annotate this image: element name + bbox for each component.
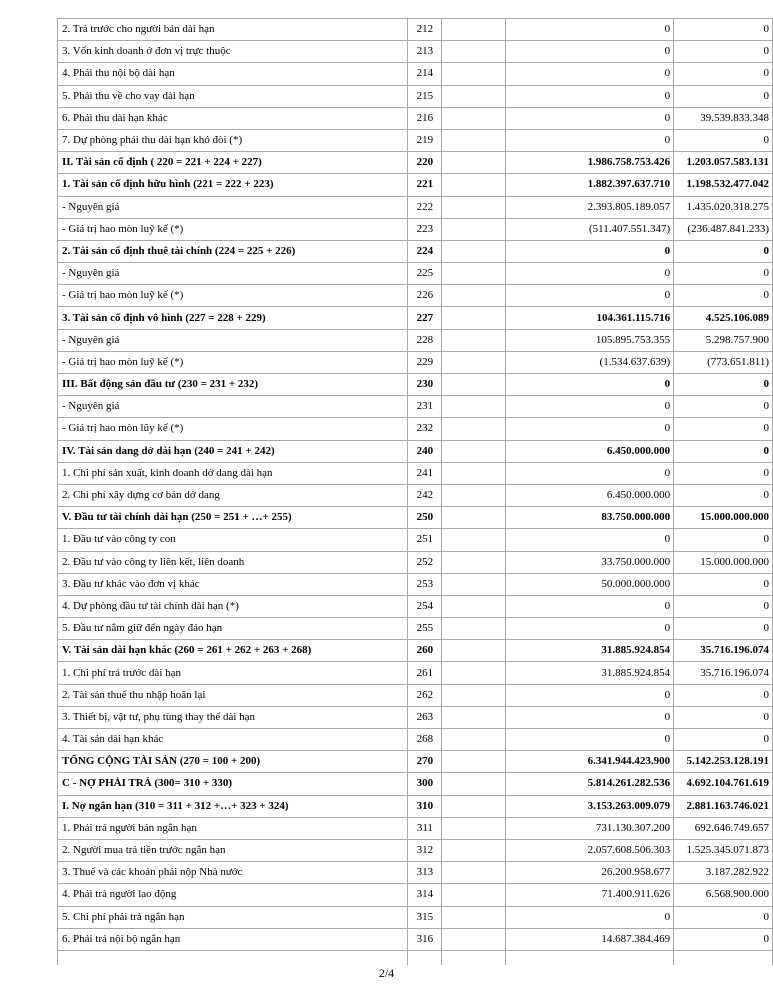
previous-period-cell: 0 xyxy=(674,906,773,928)
item-name-cell: 3. Đầu tư khác vào đơn vị khác xyxy=(58,573,408,595)
item-name-cell: I. Nợ ngắn hạn (310 = 311 + 312 +…+ 323 + 324) xyxy=(58,795,408,817)
current-period-cell: 50.000.000.000 xyxy=(506,573,674,595)
previous-period-cell: 0 xyxy=(674,729,773,751)
previous-period-cell: 5.298.757.900 xyxy=(674,329,773,351)
current-period-cell: 33.750.000.000 xyxy=(506,551,674,573)
table-row xyxy=(58,329,773,351)
item-name-cell: 3. Vốn kinh doanh ở đơn vị trực thuộc xyxy=(58,41,408,63)
item-note-cell xyxy=(442,351,506,373)
item-name-cell: - Nguyên giá xyxy=(58,329,408,351)
item-note-cell xyxy=(442,374,506,396)
page-number: 2/4 xyxy=(378,966,395,980)
previous-period-cell: 1.435.020.318.275 xyxy=(674,196,773,218)
table-row xyxy=(58,618,773,640)
previous-period-cell: 0 xyxy=(674,129,773,151)
current-period-cell: 83.750.000.000 xyxy=(506,507,674,529)
table-row xyxy=(58,196,773,218)
previous-period-cell xyxy=(674,950,773,965)
item-note-cell xyxy=(442,152,506,174)
item-name-cell: 7. Dự phòng phải thu dài hạn khó đòi (*) xyxy=(58,129,408,151)
item-code-cell: 311 xyxy=(408,817,442,839)
table-row xyxy=(58,706,773,728)
item-name-cell: IV. Tài sản dang dở dài hạn (240 = 241 + 242) xyxy=(58,440,408,462)
blank-table-row xyxy=(58,950,773,965)
previous-period-cell: 0 xyxy=(674,418,773,440)
table-row xyxy=(58,684,773,706)
item-code-cell: 216 xyxy=(408,107,442,129)
previous-period-cell: 0 xyxy=(674,63,773,85)
item-code-cell: 231 xyxy=(408,396,442,418)
table-row xyxy=(58,484,773,506)
previous-period-cell: 0 xyxy=(674,529,773,551)
current-period-cell: 0 xyxy=(506,129,674,151)
table-row xyxy=(58,551,773,573)
table-row xyxy=(58,107,773,129)
table-row xyxy=(58,573,773,595)
table-row xyxy=(58,529,773,551)
previous-period-cell: 5.142.253.128.191 xyxy=(674,751,773,773)
previous-period-cell: 2.881.163.746.021 xyxy=(674,795,773,817)
previous-period-cell: 35.716.196.074 xyxy=(674,640,773,662)
item-name-cell: III. Bất động sản đầu tư (230 = 231 + 232) xyxy=(58,374,408,396)
previous-period-cell: 1.525.345.071.873 xyxy=(674,839,773,861)
table-row xyxy=(58,129,773,151)
current-period-cell: 0 xyxy=(506,706,674,728)
current-period-cell: 104.361.115.716 xyxy=(506,307,674,329)
table-row xyxy=(58,351,773,373)
current-period-cell: 3.153.263.009.079 xyxy=(506,795,674,817)
item-note-cell xyxy=(442,218,506,240)
previous-period-cell: 0 xyxy=(674,285,773,307)
current-period-cell: 731.130.307.200 xyxy=(506,817,674,839)
item-code-cell: 219 xyxy=(408,129,442,151)
table-row xyxy=(58,218,773,240)
item-note-cell xyxy=(442,950,506,965)
current-period-cell: 0 xyxy=(506,462,674,484)
item-code-cell: 315 xyxy=(408,906,442,928)
item-code-cell: 252 xyxy=(408,551,442,573)
item-name-cell: - Nguyên giá xyxy=(58,196,408,218)
current-period-cell: 0 xyxy=(506,240,674,262)
previous-period-cell: 0 xyxy=(674,263,773,285)
current-period-cell: 2.057.608.506.303 xyxy=(506,839,674,861)
item-code-cell: 260 xyxy=(408,640,442,662)
item-code-cell: 251 xyxy=(408,529,442,551)
item-note-cell xyxy=(442,906,506,928)
previous-period-cell: 0 xyxy=(674,440,773,462)
item-code-cell: 230 xyxy=(408,374,442,396)
previous-period-cell: 15.000.000.000 xyxy=(674,551,773,573)
previous-period-cell: 692.646.749.657 xyxy=(674,817,773,839)
current-period-cell: 0 xyxy=(506,85,674,107)
item-name-cell: 2. Người mua trả tiền trước ngắn hạn xyxy=(58,839,408,861)
previous-period-cell: 0 xyxy=(674,374,773,396)
item-code-cell: 212 xyxy=(408,19,442,41)
item-note-cell xyxy=(442,640,506,662)
item-note-cell xyxy=(442,174,506,196)
current-period-cell: 0 xyxy=(506,396,674,418)
item-name-cell: 3. Tài sản cố định vô hình (227 = 228 + 229) xyxy=(58,307,408,329)
table-row xyxy=(58,640,773,662)
item-code-cell: 314 xyxy=(408,884,442,906)
previous-period-cell: (236.487.841.233) xyxy=(674,218,773,240)
item-note-cell xyxy=(442,795,506,817)
table-row xyxy=(58,240,773,262)
item-note-cell xyxy=(442,529,506,551)
item-note-cell xyxy=(442,285,506,307)
table-row xyxy=(58,928,773,950)
item-code-cell: 261 xyxy=(408,662,442,684)
item-note-cell xyxy=(442,884,506,906)
item-name-cell: 2. Tài sản thuế thu nhập hoãn lại xyxy=(58,684,408,706)
item-note-cell xyxy=(442,773,506,795)
previous-period-cell: 39.539.833.348 xyxy=(674,107,773,129)
current-period-cell: 0 xyxy=(506,529,674,551)
item-note-cell xyxy=(442,662,506,684)
item-name-cell: 5. Chi phí phải trả ngắn hạn xyxy=(58,906,408,928)
table-row xyxy=(58,884,773,906)
item-code-cell: 313 xyxy=(408,862,442,884)
previous-period-cell: 35.716.196.074 xyxy=(674,662,773,684)
table-row xyxy=(58,152,773,174)
current-period-cell: 0 xyxy=(506,107,674,129)
item-name-cell: - Giá trị hao mòn luỹ kế (*) xyxy=(58,218,408,240)
previous-period-cell: 0 xyxy=(674,928,773,950)
item-code-cell: 300 xyxy=(408,773,442,795)
table-row xyxy=(58,63,773,85)
item-name-cell: TỔNG CỘNG TÀI SẢN (270 = 100 + 200) xyxy=(58,751,408,773)
current-period-cell: 0 xyxy=(506,618,674,640)
table-row xyxy=(58,906,773,928)
item-name-cell: - Giá trị hao mòn luỹ kế (*) xyxy=(58,351,408,373)
item-name-cell: 1. Tài sản cố định hữu hình (221 = 222 + 223) xyxy=(58,174,408,196)
item-name-cell: 4. Phải trả người lao động xyxy=(58,884,408,906)
current-period-cell xyxy=(506,950,674,965)
table-row xyxy=(58,751,773,773)
item-code-cell: 310 xyxy=(408,795,442,817)
item-note-cell xyxy=(442,418,506,440)
item-note-cell xyxy=(442,63,506,85)
table-row xyxy=(58,595,773,617)
item-code-cell: 255 xyxy=(408,618,442,640)
item-note-cell xyxy=(442,573,506,595)
table-row xyxy=(58,507,773,529)
current-period-cell: 105.895.753.355 xyxy=(506,329,674,351)
item-code-cell: 213 xyxy=(408,41,442,63)
current-period-cell: 6.341.944.423.900 xyxy=(506,751,674,773)
current-period-cell: 0 xyxy=(506,374,674,396)
table-row xyxy=(58,307,773,329)
item-name-cell: - Giá trị hao mòn lũy kế (*) xyxy=(58,418,408,440)
item-name-cell: 2. Chi phí xây dựng cơ bản dở dang xyxy=(58,484,408,506)
item-name-cell: V. Tài sản dài hạn khác (260 = 261 + 262 + 263 + 268) xyxy=(58,640,408,662)
item-name-cell: C - NỢ PHẢI TRẢ (300= 310 + 330) xyxy=(58,773,408,795)
item-code-cell: 215 xyxy=(408,85,442,107)
item-note-cell xyxy=(442,928,506,950)
item-note-cell xyxy=(442,307,506,329)
previous-period-cell: 4.525.106.089 xyxy=(674,307,773,329)
current-period-cell: 0 xyxy=(506,63,674,85)
current-period-cell: 0 xyxy=(506,263,674,285)
item-code-cell: 224 xyxy=(408,240,442,262)
table-row xyxy=(58,41,773,63)
previous-period-cell: 0 xyxy=(674,618,773,640)
current-period-cell: 0 xyxy=(506,418,674,440)
item-note-cell xyxy=(442,440,506,462)
item-note-cell xyxy=(442,19,506,41)
item-note-cell xyxy=(442,462,506,484)
item-code-cell: 214 xyxy=(408,63,442,85)
item-code-cell: 270 xyxy=(408,751,442,773)
previous-period-cell: 0 xyxy=(674,595,773,617)
previous-period-cell: 0 xyxy=(674,41,773,63)
item-note-cell xyxy=(442,263,506,285)
current-period-cell: 0 xyxy=(506,19,674,41)
item-name-cell xyxy=(58,950,408,965)
previous-period-cell: 0 xyxy=(674,240,773,262)
item-note-cell xyxy=(442,484,506,506)
item-name-cell: 2. Tài sản cố định thuê tài chính (224 = 225 + 226) xyxy=(58,240,408,262)
item-name-cell: II. Tài sản cố định ( 220 = 221 + 224 + 227) xyxy=(58,152,408,174)
item-name-cell: - Nguyên giá xyxy=(58,396,408,418)
item-code-cell: 262 xyxy=(408,684,442,706)
previous-period-cell: 4.692.104.761.619 xyxy=(674,773,773,795)
item-code-cell xyxy=(408,950,442,965)
item-code-cell: 250 xyxy=(408,507,442,529)
current-period-cell: 71.400.911.626 xyxy=(506,884,674,906)
item-name-cell: V. Đầu tư tài chính dài hạn (250 = 251 + …+ 255) xyxy=(58,507,408,529)
previous-period-cell: 1.198.532.477.042 xyxy=(674,174,773,196)
previous-period-cell: 0 xyxy=(674,684,773,706)
previous-period-cell: 0 xyxy=(674,19,773,41)
item-code-cell: 225 xyxy=(408,263,442,285)
previous-period-cell: 0 xyxy=(674,573,773,595)
item-note-cell xyxy=(442,595,506,617)
previous-period-cell: 15.000.000.000 xyxy=(674,507,773,529)
table-row xyxy=(58,374,773,396)
item-note-cell xyxy=(442,41,506,63)
table-row xyxy=(58,285,773,307)
item-code-cell: 263 xyxy=(408,706,442,728)
item-code-cell: 220 xyxy=(408,152,442,174)
previous-period-cell: 0 xyxy=(674,85,773,107)
item-name-cell: 3. Thiết bị, vật tư, phụ tùng thay thế dài hạn xyxy=(58,706,408,728)
item-code-cell: 228 xyxy=(408,329,442,351)
table-row xyxy=(58,396,773,418)
item-name-cell: 1. Đầu tư vào công ty con xyxy=(58,529,408,551)
current-period-cell: 6.450.000.000 xyxy=(506,440,674,462)
item-name-cell: 1. Chi phí sản xuất, kinh doanh dở dang dài hạn xyxy=(58,462,408,484)
table-row xyxy=(58,795,773,817)
item-code-cell: 240 xyxy=(408,440,442,462)
item-note-cell xyxy=(442,706,506,728)
table-row xyxy=(58,174,773,196)
item-note-cell xyxy=(442,396,506,418)
table-row xyxy=(58,817,773,839)
item-note-cell xyxy=(442,107,506,129)
item-code-cell: 227 xyxy=(408,307,442,329)
item-code-cell: 253 xyxy=(408,573,442,595)
item-name-cell: 1. Chi phí trả trước dài hạn xyxy=(58,662,408,684)
item-code-cell: 221 xyxy=(408,174,442,196)
table-row xyxy=(58,462,773,484)
balance-sheet-body xyxy=(58,19,773,965)
item-code-cell: 312 xyxy=(408,839,442,861)
item-name-cell: 1. Phải trả người bán ngắn hạn xyxy=(58,817,408,839)
item-note-cell xyxy=(442,129,506,151)
table-row xyxy=(58,729,773,751)
item-name-cell: 2. Đầu tư vào công ty liên kết, liên doanh xyxy=(58,551,408,573)
item-name-cell: 4. Tài sản dài hạn khác xyxy=(58,729,408,751)
table-row xyxy=(58,862,773,884)
item-note-cell xyxy=(442,684,506,706)
item-note-cell xyxy=(442,618,506,640)
table-row xyxy=(58,440,773,462)
table-row xyxy=(58,839,773,861)
table-row xyxy=(58,263,773,285)
item-name-cell: 6. Phải trả nội bộ ngắn hạn xyxy=(58,928,408,950)
item-note-cell xyxy=(442,507,506,529)
item-code-cell: 242 xyxy=(408,484,442,506)
item-code-cell: 254 xyxy=(408,595,442,617)
item-name-cell: 3. Thuế và các khoản phải nộp Nhà nước xyxy=(58,862,408,884)
item-code-cell: 222 xyxy=(408,196,442,218)
item-name-cell: 5. Đầu tư nắm giữ đến ngày đáo hạn xyxy=(58,618,408,640)
table-row xyxy=(58,19,773,41)
current-period-cell: (511.407.551.347) xyxy=(506,218,674,240)
current-period-cell: 6.450.000.000 xyxy=(506,484,674,506)
item-note-cell xyxy=(442,85,506,107)
previous-period-cell: 0 xyxy=(674,462,773,484)
current-period-cell: 2.393.805.189.057 xyxy=(506,196,674,218)
item-note-cell xyxy=(442,817,506,839)
item-note-cell xyxy=(442,862,506,884)
current-period-cell: (1.534.637.639) xyxy=(506,351,674,373)
current-period-cell: 1.986.758.753.426 xyxy=(506,152,674,174)
item-note-cell xyxy=(442,329,506,351)
current-period-cell: 5.814.261.282.536 xyxy=(506,773,674,795)
item-note-cell xyxy=(442,729,506,751)
item-name-cell: 2. Trả trước cho người bán dài hạn xyxy=(58,19,408,41)
table-row xyxy=(58,418,773,440)
current-period-cell: 31.885.924.854 xyxy=(506,640,674,662)
current-period-cell: 0 xyxy=(506,285,674,307)
balance-sheet-table xyxy=(57,18,773,965)
current-period-cell: 0 xyxy=(506,684,674,706)
current-period-cell: 0 xyxy=(506,906,674,928)
current-period-cell: 1.882.397.637.710 xyxy=(506,174,674,196)
table-row xyxy=(58,85,773,107)
current-period-cell: 0 xyxy=(506,729,674,751)
previous-period-cell: 1.203.057.583.131 xyxy=(674,152,773,174)
item-name-cell: 6. Phải thu dài hạn khác xyxy=(58,107,408,129)
item-note-cell xyxy=(442,196,506,218)
item-code-cell: 232 xyxy=(408,418,442,440)
table-row xyxy=(58,773,773,795)
item-code-cell: 226 xyxy=(408,285,442,307)
current-period-cell: 14.687.384.469 xyxy=(506,928,674,950)
item-note-cell xyxy=(442,751,506,773)
previous-period-cell: 3.187.282.922 xyxy=(674,862,773,884)
item-note-cell xyxy=(442,240,506,262)
current-period-cell: 31.885.924.854 xyxy=(506,662,674,684)
item-name-cell: 4. Dự phòng đầu tư tài chính dài hạn (*) xyxy=(58,595,408,617)
previous-period-cell: 0 xyxy=(674,484,773,506)
table-row xyxy=(58,662,773,684)
item-name-cell: - Nguyên giá xyxy=(58,263,408,285)
current-period-cell: 26.200.958.677 xyxy=(506,862,674,884)
previous-period-cell: 6.568.900.000 xyxy=(674,884,773,906)
item-note-cell xyxy=(442,551,506,573)
item-code-cell: 223 xyxy=(408,218,442,240)
item-name-cell: - Giá trị hao mòn luỹ kế (*) xyxy=(58,285,408,307)
item-code-cell: 241 xyxy=(408,462,442,484)
previous-period-cell: (773.651.811) xyxy=(674,351,773,373)
current-period-cell: 0 xyxy=(506,41,674,63)
item-name-cell: 4. Phải thu nội bộ dài hạn xyxy=(58,63,408,85)
previous-period-cell: 0 xyxy=(674,706,773,728)
current-period-cell: 0 xyxy=(506,595,674,617)
item-name-cell: 5. Phải thu về cho vay dài hạn xyxy=(58,85,408,107)
item-code-cell: 316 xyxy=(408,928,442,950)
item-code-cell: 229 xyxy=(408,351,442,373)
item-note-cell xyxy=(442,839,506,861)
item-code-cell: 268 xyxy=(408,729,442,751)
previous-period-cell: 0 xyxy=(674,396,773,418)
